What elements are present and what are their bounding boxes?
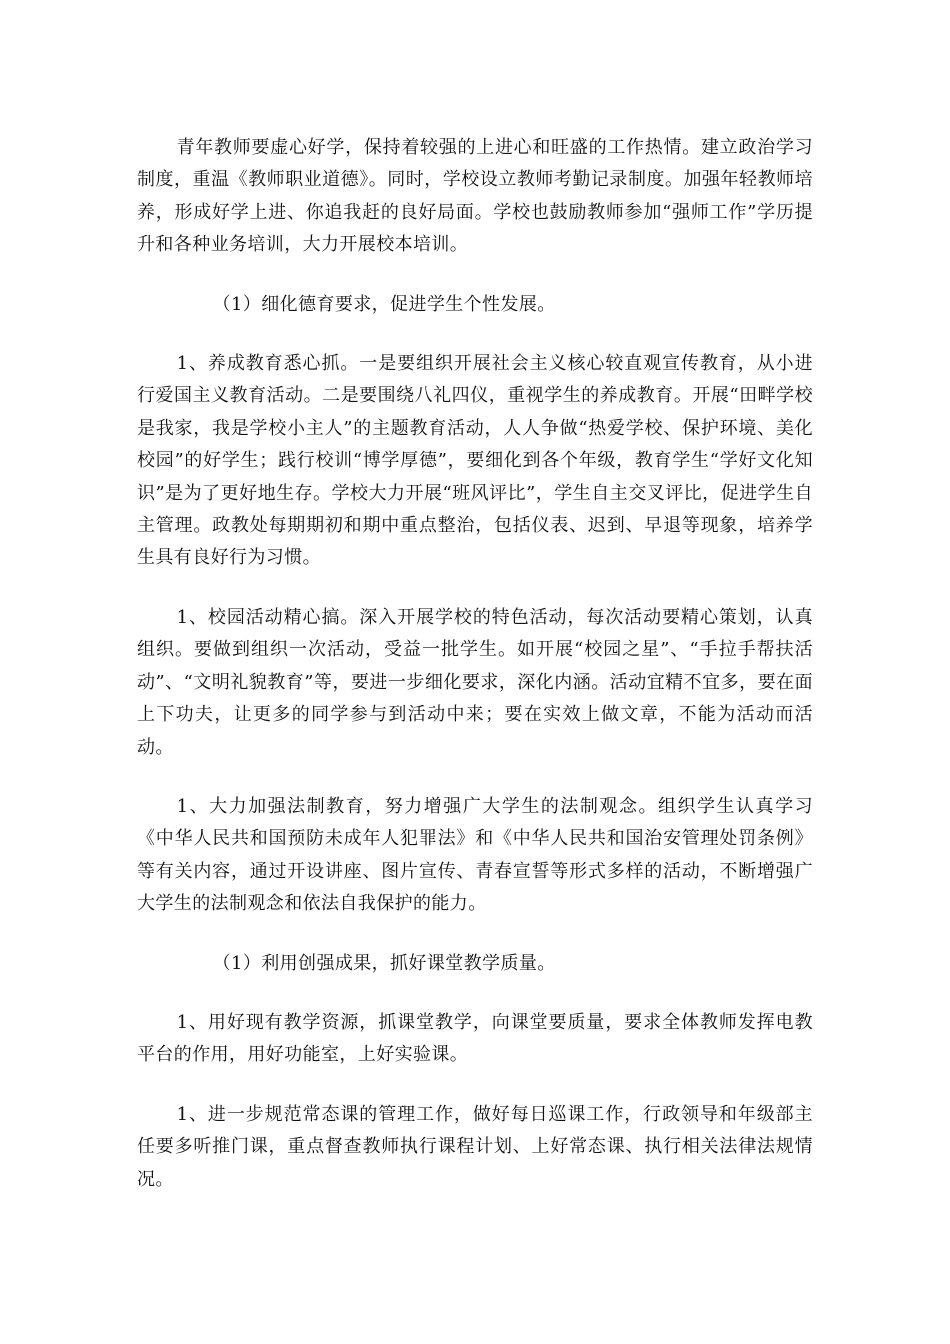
paragraph-legal-education: 1、大力加强法制教育，努力增强广大学生的法制观念。组织学生认真学习《中华人民共和国预防未成年人犯罪法》和《中华人民共和国治安管理处罚条例》等有关内容，通过开设讲座、图片宣传、青春宣誓等形式多样的活动，不断增强广大学生的法制观念和依法自我保护的能力。 [137,795,813,915]
document-body [137,132,813,1223]
section-heading-teaching-quality: （1）利用创强成果，抓好课堂教学质量。 [212,952,556,974]
paragraph-regular-class-management: 1、进一步规范常态课的管理工作，做好每日巡课工作，行政领导和年级部主任要多听推门课，重点督查教师执行课程计划、上好常态课、执行相关法律法规情况。 [137,1103,813,1190]
paragraph-teaching-resources: 1、用好现有教学资源，抓课堂教学，向课堂要质量，要求全体教师发挥电教平台的作用，用好功能室，上好实验课。 [137,1011,813,1066]
paragraph-teacher-development: 青年教师要虚心好学，保持着较强的上进心和旺盛的工作热情。建立政治学习制度，重温《教师职业道德》。同时，学校设立教师考勤记录制度。加强年轻教师培养，形成好学上进、你追我赶的良好局面。学校也鼓励教师参加“强师工作”学历提升和各种业务培训，大力开展校本培训。 [137,137,813,256]
section-heading-moral-education: （1）细化德育要求，促进学生个性发展。 [212,293,556,315]
paragraph-campus-activities: 1、校园活动精心搞。深入开展学校的特色活动，每次活动要精心策划，认真组织。要做到组织一次活动，受益一批学生。如开展“校园之星”、“手拉手帮扶活动”、“文明礼貌教育”等，要进一步细化要求，深化内涵。活动宜精不宜多，要在面上下功夫，让更多的同学参与到活动中来；要在实效上做文章，不能为活动而活动。 [137,606,813,758]
paragraph-habit-education: 1、养成教育悉心抓。一是要组织开展社会主义核心较直观宣传教育，从小进行爱国主义教育活动。二是要围绕八礼四仪，重视学生的养成教育。开展“田畔学校是我家，我是学校小主人”的主题教育活动，人人争做“热爱学校、保护环境、美化校园”的好学生；践行校训“博学厚德”，要细化到各个年级，教育学生“学好文化知识”是为了更好地生存。学校大力开展“班风评比”，学生自主交叉评比，促进学生自主管理。政教处每期期初和期中重点整治，包括仪表、迟到、早退等现象，培养学生具有良好行为习惯。 [137,353,813,569]
